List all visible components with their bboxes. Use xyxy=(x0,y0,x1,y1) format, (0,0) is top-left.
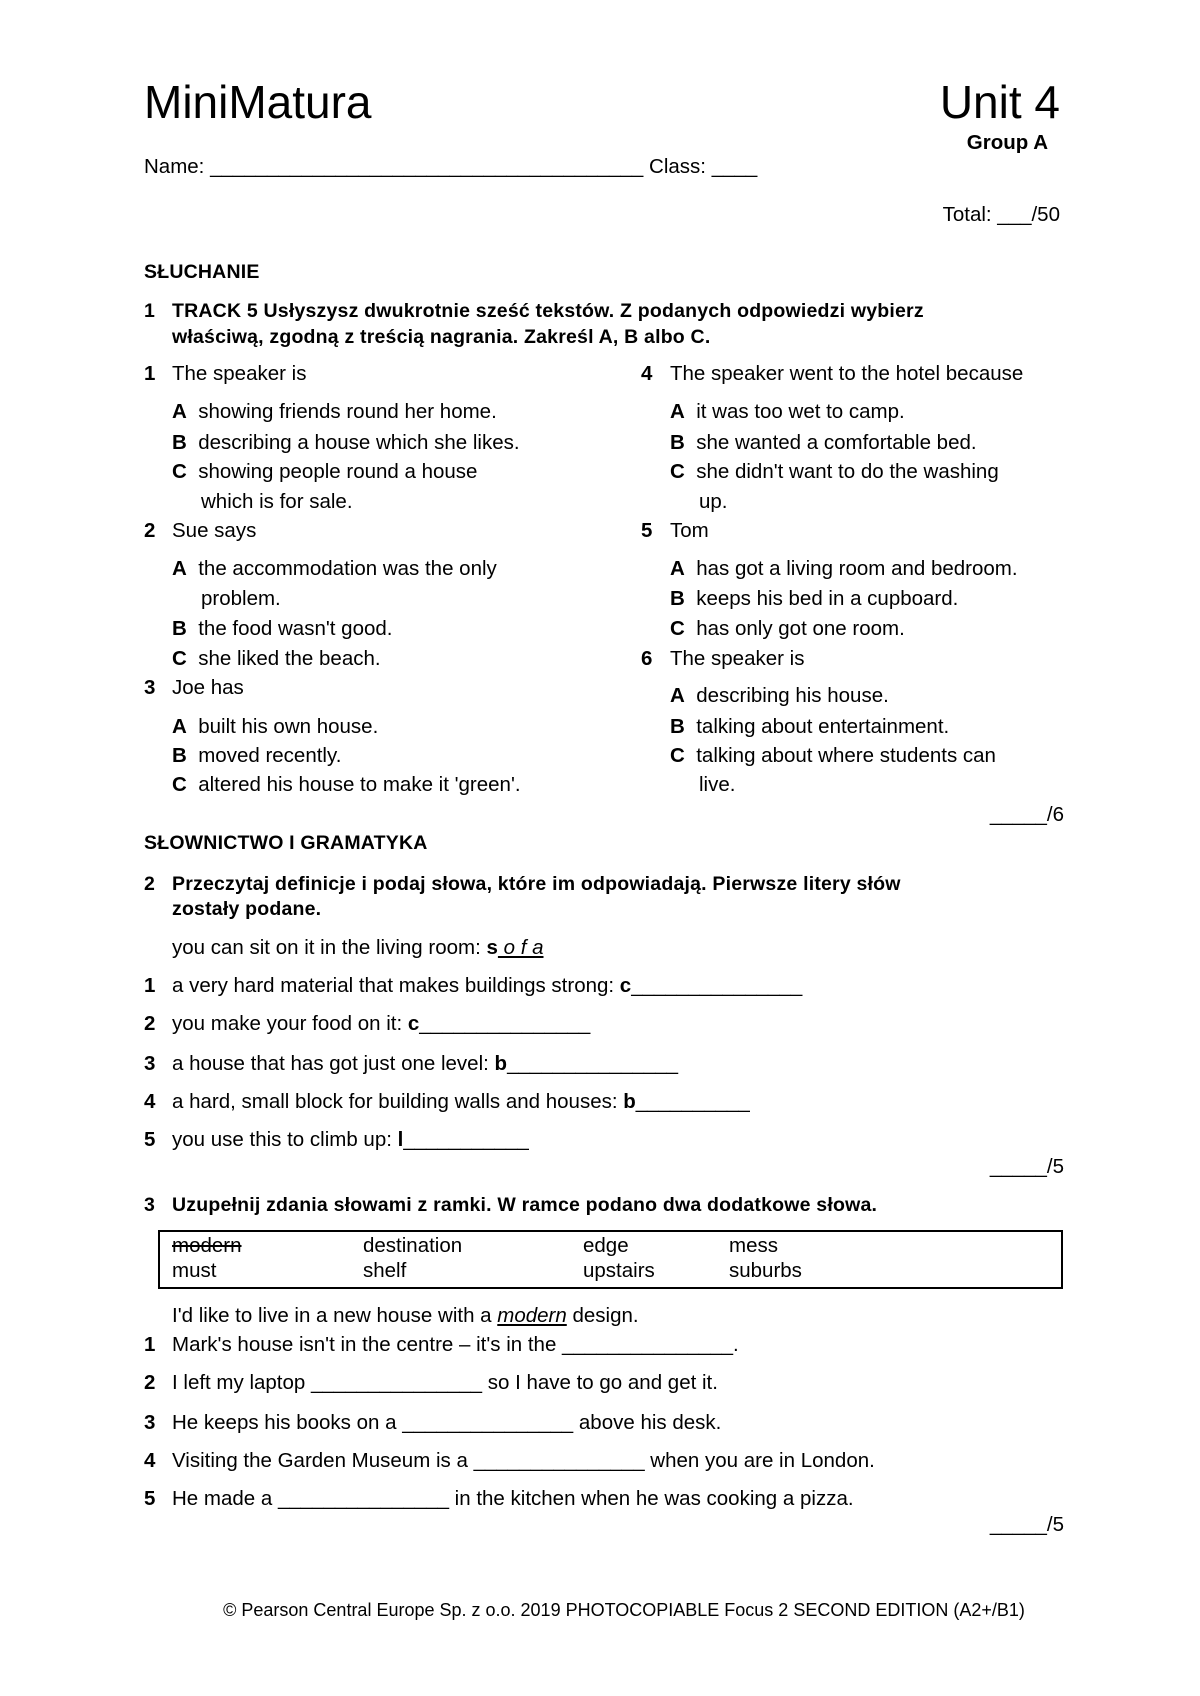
example-line: I'd like to live in a new house with a modern design. xyxy=(172,1304,639,1327)
word-box-item: suburbs xyxy=(729,1259,802,1282)
item-number: 4 xyxy=(144,1090,156,1113)
question-stem: Joe has xyxy=(172,676,244,699)
gap-fill-item[interactable]: He made a _______________ in the kitchen when he was cooking a pizza. xyxy=(172,1487,854,1510)
question-stem: The speaker went to the hotel because xyxy=(670,362,1024,385)
question-stem: Tom xyxy=(670,519,709,542)
item-number: 5 xyxy=(144,1487,156,1510)
task-number: 3 xyxy=(144,1194,156,1216)
item-number: 1 xyxy=(144,974,156,997)
option-b[interactable]: B keeps his bed in a cupboard. xyxy=(670,587,959,610)
section-score: _____/5 xyxy=(989,1155,1064,1178)
name-field[interactable] xyxy=(144,155,757,179)
gap-fill-item[interactable]: Visiting the Garden Museum is a _______________ when you are in London. xyxy=(172,1449,875,1472)
item-number: 2 xyxy=(144,1012,156,1035)
question-number: 5 xyxy=(641,519,653,542)
task-number: 2 xyxy=(144,873,156,895)
question-number: 2 xyxy=(144,519,156,542)
section-heading-listening: SŁUCHANIE xyxy=(144,261,260,283)
footer-copyright: © Pearson Central Europe Sp. z o.o. 2019 PHOTOCOPIABLE Focus 2 SECOND EDITION (A2+/B1) xyxy=(223,1600,1025,1620)
item-number: 3 xyxy=(144,1411,156,1434)
example-line: you can sit on it in the living room: s o f a xyxy=(172,936,544,959)
option-b[interactable]: B the food wasn't good. xyxy=(172,617,393,640)
word-box-item: upstairs xyxy=(583,1259,655,1282)
item-number: 1 xyxy=(144,1333,156,1356)
option-a-cont: problem. xyxy=(201,587,281,610)
unit-label: Unit 4 xyxy=(939,76,1060,128)
option-b[interactable]: B talking about entertainment. xyxy=(670,715,950,738)
question-stem: Sue says xyxy=(172,519,257,542)
option-c-cont: live. xyxy=(699,773,736,796)
definition-item[interactable]: a hard, small block for building walls and houses: b__________ xyxy=(172,1090,750,1113)
class-label: Class: xyxy=(649,155,707,178)
section-heading-vocabulary: SŁOWNICTWO I GRAMATYKA xyxy=(144,832,428,854)
option-b[interactable]: B she wanted a comfortable bed. xyxy=(670,431,977,454)
question-stem: The speaker is xyxy=(670,647,805,670)
document-title: MiniMatura xyxy=(144,76,372,128)
word-box-item: modern xyxy=(172,1234,242,1257)
question-number: 3 xyxy=(144,676,156,699)
word-box-item: shelf xyxy=(363,1259,407,1282)
definition-item[interactable]: you make your food on it: c_______________ xyxy=(172,1012,591,1035)
definition-item[interactable]: a house that has got just one level: b_______________ xyxy=(172,1052,679,1075)
item-number: 4 xyxy=(144,1449,156,1472)
word-box-item: mess xyxy=(729,1234,778,1257)
word-box-item: edge xyxy=(583,1234,629,1257)
task-instruction: Przeczytaj definicje i podaj słowa, które im odpowiadają. Pierwsze litery słów xyxy=(172,873,901,895)
option-c[interactable]: C altered his house to make it 'green'. xyxy=(172,773,521,796)
word-box-item: must xyxy=(172,1259,217,1282)
definition-item[interactable]: a very hard material that makes buildings strong: c_______________ xyxy=(172,974,803,997)
option-c[interactable]: C has only got one room. xyxy=(670,617,905,640)
question-number: 6 xyxy=(641,647,653,670)
option-c[interactable]: C talking about where students can xyxy=(670,744,996,767)
task-instruction: właściwą, zgodną z treścią nagrania. Zakreśl A, B albo C. xyxy=(172,326,711,348)
option-a[interactable]: A the accommodation was the only xyxy=(172,557,497,580)
class-blank: ____ xyxy=(711,155,758,178)
option-a[interactable]: A built his own house. xyxy=(172,715,379,738)
task-instruction: Uzupełnij zdania słowami z ramki. W ramce podano dwa dodatkowe słowa. xyxy=(172,1194,878,1216)
option-a[interactable]: A describing his house. xyxy=(670,684,889,707)
task-instruction: zostały podane. xyxy=(172,898,322,920)
option-c[interactable]: C she didn't want to do the washing xyxy=(670,460,999,483)
gap-fill-item[interactable]: He keeps his books on a _______________ above his desk. xyxy=(172,1411,722,1434)
option-a[interactable]: A has got a living room and bedroom. xyxy=(670,557,1018,580)
section-score: _____/6 xyxy=(989,803,1064,826)
gap-fill-item[interactable]: Mark's house isn't in the centre – it's in the _______________. xyxy=(172,1333,739,1356)
task-instruction: TRACK 5 Usłyszysz dwukrotnie sześć tekstów. Z podanych odpowiedzi wybierz xyxy=(172,300,924,322)
option-b[interactable]: B describing a house which she likes. xyxy=(172,431,520,454)
item-number: 2 xyxy=(144,1371,156,1394)
item-number: 5 xyxy=(144,1128,156,1151)
option-b[interactable]: B moved recently. xyxy=(172,744,342,767)
question-number: 4 xyxy=(641,362,653,385)
section-score: _____/5 xyxy=(989,1513,1064,1536)
option-c-cont: which is for sale. xyxy=(201,490,353,513)
definition-item[interactable]: you use this to climb up: l___________ xyxy=(172,1128,529,1151)
option-c[interactable]: C showing people round a house xyxy=(172,460,478,483)
name-blank: ______________________________________ xyxy=(210,155,644,178)
question-stem: The speaker is xyxy=(172,362,307,385)
word-box-item: destination xyxy=(363,1234,463,1257)
option-c-cont: up. xyxy=(699,490,728,513)
option-a[interactable]: A showing friends round her home. xyxy=(172,400,497,423)
task-number: 1 xyxy=(144,300,156,322)
item-number: 3 xyxy=(144,1052,156,1075)
name-label: Name: xyxy=(144,155,205,178)
total-score: Total: ___/50 xyxy=(942,203,1060,226)
group-label: Group A xyxy=(966,131,1048,154)
option-c[interactable]: C she liked the beach. xyxy=(172,647,381,670)
question-number: 1 xyxy=(144,362,156,385)
gap-fill-item[interactable]: I left my laptop _______________ so I have to go and get it. xyxy=(172,1371,718,1394)
option-a[interactable]: A it was too wet to camp. xyxy=(670,400,905,423)
